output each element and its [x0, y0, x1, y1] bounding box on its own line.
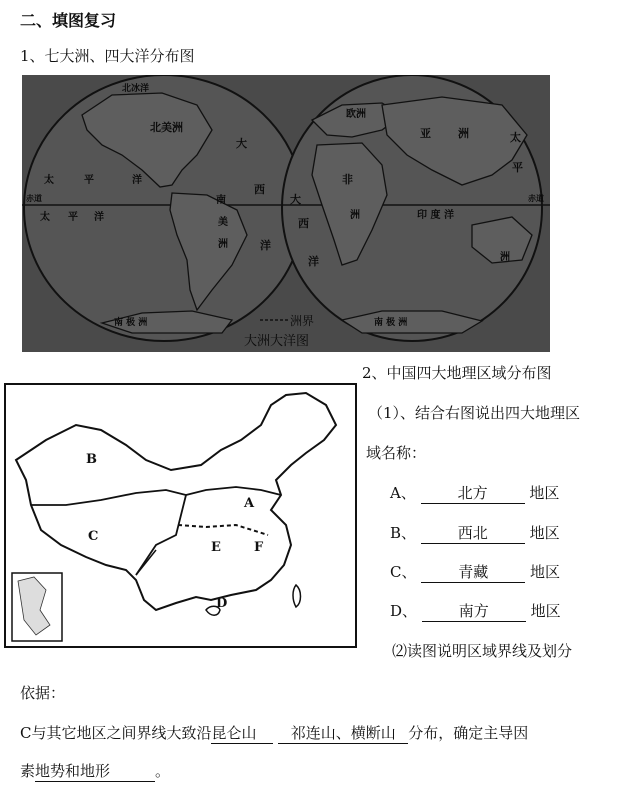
label-atlantic-3: 洋	[260, 239, 271, 252]
label-asia-1: 亚	[420, 127, 431, 140]
question-2-title: 2、中国四大地理区域分布图	[362, 364, 552, 382]
label-south-america-1: 南	[216, 195, 226, 206]
para-line2-suffix: 。	[155, 762, 171, 780]
taiwan-island	[293, 585, 301, 607]
answer-blank[interactable]: 西北	[421, 522, 525, 544]
region-label-c: C	[88, 529, 99, 544]
paragraph-line-1	[20, 722, 528, 744]
para-line1-suffix: 分布，确定主导因	[408, 724, 529, 742]
answer-row-c	[390, 561, 560, 583]
question-2-sub2-line1: ⑵读图说明区域界线及划分	[392, 642, 573, 660]
answer-blank[interactable]: 北方	[421, 482, 525, 504]
label-antarctica-right: 南 极 洲	[374, 318, 408, 328]
world-map	[22, 75, 550, 352]
label-south-america-3: 洲	[218, 239, 228, 250]
label-atlantic-east-2: 西	[298, 217, 309, 230]
china-outline	[16, 393, 336, 610]
question-2-sub1-line1: （1）、结合右图说出四大地理区	[368, 404, 581, 422]
label-south-america-2: 美	[218, 217, 228, 228]
label-north-america: 北美洲	[150, 121, 183, 134]
answer-blank-kunlun[interactable]: 昆仑山	[211, 722, 273, 744]
answer-suffix: 地区	[529, 524, 560, 542]
label-atlantic-2: 西	[254, 183, 265, 196]
label-arctic-ocean: 北冰洋	[122, 84, 150, 94]
section-title: 二、填图复习	[20, 11, 117, 30]
question-2-sub1-line2: 域名称：	[366, 444, 427, 462]
label-indian-ocean: 印 度 洋	[417, 210, 454, 221]
label-atlantic-east-1: 大	[290, 193, 301, 206]
answer-blank[interactable]: 南方	[422, 600, 526, 622]
answer-letter: A、	[390, 484, 416, 502]
answer-blank-qilian[interactable]: 祁连山、横断山	[278, 722, 408, 744]
label-pacific-left-3: 洋	[132, 175, 142, 186]
label-pacific-east-1: 太	[510, 131, 521, 144]
region-label-d: D	[216, 596, 228, 611]
label-antarctica-left: 南 极 洲	[114, 318, 148, 328]
answer-suffix: 地区	[529, 484, 560, 502]
region-label-f: F	[254, 540, 264, 555]
label-pacific-right-2: 平	[68, 212, 78, 223]
world-map-svg	[22, 75, 550, 352]
label-equator-left: 赤道	[26, 193, 42, 203]
question-2-sub2-line2: 依据：	[20, 684, 66, 702]
answer-row-b	[390, 522, 560, 544]
label-oceania: 洲	[500, 252, 510, 263]
answer-row-d	[390, 600, 561, 622]
region-label-b: B	[86, 452, 97, 467]
label-equator-right: 赤道	[528, 193, 544, 203]
answer-letter: D、	[390, 602, 418, 620]
answer-letter: C、	[390, 563, 417, 581]
label-asia-2: 洲	[458, 127, 469, 140]
region-label-e: E	[211, 540, 221, 555]
label-europe: 欧洲	[346, 109, 366, 120]
answer-blank[interactable]: 青藏	[421, 561, 525, 583]
label-pacific-right-3: 洋	[94, 212, 104, 223]
label-pacific-left-1: 太	[44, 175, 54, 186]
region-label-a: A	[244, 496, 255, 511]
answer-suffix: 地区	[530, 563, 561, 581]
label-africa: 非	[342, 173, 353, 186]
label-africa-2: 洲	[350, 210, 360, 221]
china-map-svg	[6, 385, 355, 646]
china-map	[4, 383, 357, 648]
question-1-title: 1、七大洲、四大洋分布图	[20, 47, 195, 65]
label-atlantic-east-3: 洋	[308, 255, 319, 268]
para-line2-prefix: 素	[20, 762, 36, 780]
answer-suffix: 地区	[530, 602, 561, 620]
answer-letter: B、	[390, 524, 417, 542]
paragraph-line-2	[20, 760, 170, 782]
label-pacific-right-1: 太	[40, 212, 50, 223]
para-line1-prefix: C与其它地区之间界线大致沿	[20, 724, 212, 742]
answer-row-a	[390, 482, 559, 504]
label-pacific-east-2: 平	[512, 161, 523, 174]
answer-blank-terrain[interactable]: 地势和地形	[35, 760, 155, 782]
legend-label: 洲界	[290, 314, 315, 328]
label-atlantic-1: 大	[236, 137, 247, 150]
label-pacific-left-2: 平	[84, 175, 94, 186]
world-map-caption: 大洲大洋图	[244, 334, 310, 349]
